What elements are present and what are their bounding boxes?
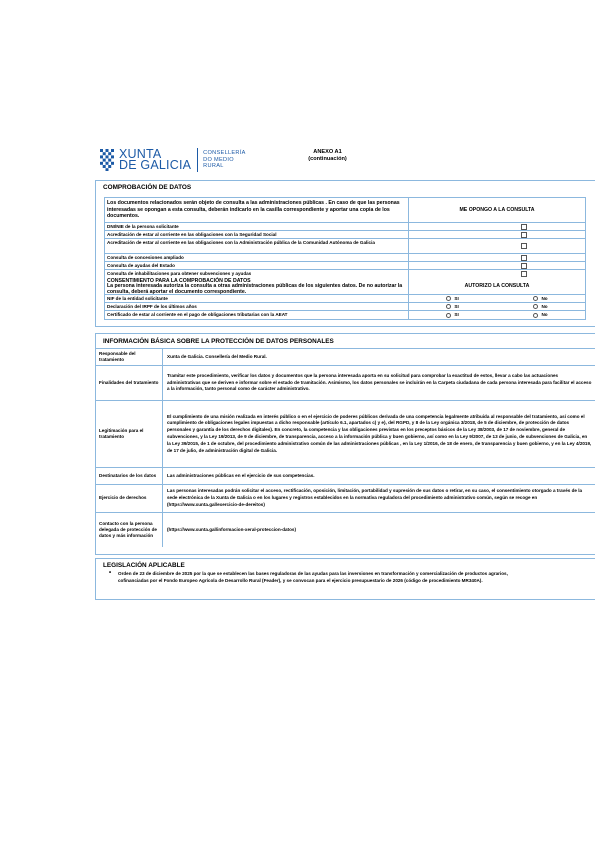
oppose-column-header: ME OPONGO A LA CONSULTA <box>459 206 535 213</box>
legislation-list <box>96 570 595 584</box>
oppose-row <box>105 270 585 278</box>
dept-line2: DO MEDIO <box>203 156 234 163</box>
logo-wordmark <box>119 149 191 171</box>
oppose-checkbox-cell <box>409 239 585 253</box>
no-label: No <box>541 312 548 318</box>
oppose-row <box>105 231 585 239</box>
authorize-choice-cell <box>409 311 585 319</box>
annex-title <box>280 149 375 163</box>
data-protection-title: INFORMACIÓN BÁSICA SOBRE LA PROTECCIÓN DE DATOS PERSONALES <box>103 338 334 345</box>
protection-row-text: El cumplimiento de una misión realizada en interés público o en el ejercicio de poderes públicos derivada de una competencia legalmente atribuida al responsable del tratamiento, así como el cumplimiento de obligaciones legales impuestas a dicho responsable (artículo 6.1, apartados c) y e), del RGPD, y 8 de la Ley orgánica 3/2018, de 5 de diciembre, de protección de datos personales y garantía de los derechos digitales). En concreto, la competencia y las obligaciones previstas en los preceptos básicos de la Ley 38/2003, de 17 de noviembre, general de subvenciones, y la Ley 19/2013, de 9 de diciembre, de transparencia, acceso a la información pública y buen gobierno, así como en la Ley 9/2007, de 13 de junio, de subvenciones de Galicia, en la Ley 39/2015, de 1 de octubre, del procedimiento administrativo común de las administraciones públicas , en la Ley 1/2016, de 18 de enero, de transparencia y buen gobierno, y en la Ley 4/2019, de 17 de julio, de administración digital de Galicia. <box>167 413 592 453</box>
data-verification-table <box>104 197 586 320</box>
annex-line2: (continuación) <box>308 156 347 162</box>
yes-option[interactable] <box>446 312 458 317</box>
yes-radio[interactable] <box>446 304 451 309</box>
oppose-checkbox[interactable] <box>521 255 527 261</box>
oppose-header-row <box>105 198 585 223</box>
no-radio[interactable] <box>533 304 538 309</box>
oppose-item-label: Acreditación de estar al corriente en las obligaciones con la Administración pública de la Comunidad Autónoma de Galicia <box>105 239 409 253</box>
data-protection-section <box>95 333 595 555</box>
protection-row-label: Legitimación para el tratamiento <box>96 401 163 467</box>
protection-row <box>96 467 595 484</box>
logo-line1: XUNTA <box>119 147 162 161</box>
protection-row <box>96 484 595 512</box>
protection-row-label: Destinatarios de los datos <box>96 468 163 484</box>
xunta-emblem-icon <box>100 149 114 171</box>
oppose-item-label: Consulta de inhabilitaciones para obtener subvenciones y ayudas <box>105 270 409 278</box>
legislation-title: LEGISLACIÓN APLICABLE <box>103 562 185 569</box>
protection-row <box>96 365 595 400</box>
yes-label: SI <box>454 303 459 309</box>
protection-row-text: Las personas interesadas podrán solicitar el acceso, rectificación, oposición, limitación, portabilidad y supresión de sus datos o retirar, en su caso, el consentimiento otorgado a través de la sede electrónica de la Xunta de Galicia o en los lugares y registros establecidos en la normativa reguladora del procedimiento administrativo común, según se recoge en (https://www.xunta.gal/exercicio-de-dereitos) <box>167 488 583 507</box>
oppose-checkbox-cell <box>409 270 585 278</box>
department-name <box>203 150 245 169</box>
yes-label: SI <box>454 295 459 301</box>
protection-row <box>96 512 595 547</box>
legislation-item: • Orden de 23 de diciembre de 2025 por la que se establecen las bases reguladoras de las ayudas para las inversiones en transformación y comercialización de productos agrarios, cofinanciadas por el Fondo Europeo Agrícola de Desarrollo Rural (Feader), y se convocan para el ejercicio presupuestario de 2026 (código de procedimiento MR340A). <box>118 570 595 584</box>
oppose-row <box>105 239 585 254</box>
authorize-item-label: NIF de la entidad solicitante <box>105 295 409 302</box>
authorize-row <box>105 303 585 311</box>
oppose-item-label: Consulta de concesiones ampliado <box>105 254 409 261</box>
authorize-column-header: AUTORIZO LA CONSULTA <box>464 282 530 289</box>
oppose-row <box>105 254 585 262</box>
yes-radio[interactable] <box>446 296 451 301</box>
protection-row-label: Finalidades del tratamiento <box>96 366 163 400</box>
no-label: No <box>541 295 548 301</box>
oppose-item-label: Acreditación de estar al corriente en las obligaciones con la Seguridad Social <box>105 231 409 238</box>
consent-header-row <box>105 278 585 295</box>
protection-row-label: Contacto con la persona delegada de protección de datos y más información <box>96 513 163 547</box>
oppose-checkbox-cell <box>409 231 585 238</box>
protection-row-text: Las administraciones públicas en el ejercicio de sus competencias. <box>167 472 315 478</box>
yes-option[interactable] <box>446 304 458 309</box>
oppose-item-label: DNI/NIE de la persona solicitante <box>105 223 409 230</box>
oppose-checkbox[interactable] <box>521 263 527 269</box>
logo-divider <box>197 148 198 172</box>
logo-line2: DE GALICIA <box>119 158 192 172</box>
protection-row-text: (https://www.xunta.gal/informacion-xeral-proteccion-datos) <box>167 526 296 532</box>
consent-text-cell <box>105 278 409 294</box>
oppose-intro-text: Los documentos relacionados serán objeto de consulta a las administraciones públicas . En caso de que las personas interesadas se opongan a esta consulta, deberán indicarlo en la casilla correspondiente y aportar una copia de los documentos. <box>105 198 409 222</box>
oppose-checkbox[interactable] <box>521 232 527 238</box>
protection-row-text: Xunta de Galicia. Consellería del Medio Rural. <box>167 353 267 359</box>
oppose-checkbox[interactable] <box>521 224 527 230</box>
annex-line1: ANEXO A1 <box>313 149 342 155</box>
consent-text: La persona interesada autoriza la consulta a otras administraciones públicas de los siguientes datos. De no autorizar la consulta, deberá aportar el documento correspondiente. <box>107 283 403 295</box>
protection-row-label: Ejercicio de derechos <box>96 485 163 512</box>
protection-row-label: Responsable del tratamiento <box>96 349 163 365</box>
legislation-section <box>95 558 595 600</box>
protection-row <box>96 400 595 467</box>
no-radio[interactable] <box>533 313 538 318</box>
yes-option[interactable] <box>446 296 458 301</box>
authorize-row <box>105 295 585 303</box>
protection-row-text: Tramitar este procedimiento, verificar los datos y documentos que la persona interesada aporta en su solicitud para comprobar la exactitud de estos, llevar a cabo las actuaciones administrativas que se deriven e informar sobre el estado de tramitación. Asimismo, los datos personales se incluirán en la Carpeta ciudadana de cada persona interesada para facilitar el acceso a la información, tanto personal como de carácter administrativo. <box>167 372 592 392</box>
authorize-item-label: Declaración del IRPF de los últimos años <box>105 303 409 310</box>
no-option[interactable] <box>533 304 547 309</box>
oppose-rows <box>105 223 585 278</box>
authorize-item-label: Certificado de estar al corriente en el pago de obligaciones tributarias con la AEAT <box>105 311 409 319</box>
oppose-checkbox[interactable] <box>521 243 527 249</box>
consent-title: CONSENTIMIENTO PARA LA COMPROBACIÓN DE DATOS <box>107 278 251 284</box>
oppose-item-label: Consulta de ayudas del Estado <box>105 262 409 269</box>
no-option[interactable] <box>533 312 547 317</box>
data-verification-section <box>95 180 595 327</box>
yes-label: SI <box>454 312 459 318</box>
oppose-checkbox-cell <box>409 254 585 261</box>
oppose-checkbox-cell <box>409 262 585 269</box>
xunta-logo <box>100 147 246 173</box>
authorize-rows <box>105 295 585 319</box>
no-option[interactable] <box>533 296 547 301</box>
dept-line3: RURAL <box>203 163 224 170</box>
no-label: No <box>541 303 548 309</box>
authorize-choice-cell <box>409 295 585 302</box>
no-radio[interactable] <box>533 296 538 301</box>
protection-row <box>96 348 595 365</box>
authorize-row <box>105 311 585 319</box>
oppose-row <box>105 223 585 231</box>
yes-radio[interactable] <box>446 313 451 318</box>
data-protection-table <box>96 348 595 547</box>
oppose-row <box>105 262 585 270</box>
oppose-checkbox-cell <box>409 223 585 230</box>
authorize-choice-cell <box>409 303 585 310</box>
data-verification-title: COMPROBACIÓN DE DATOS <box>103 184 192 191</box>
oppose-checkbox[interactable] <box>521 271 527 277</box>
dept-line1: CONSELLERÍA <box>203 150 246 157</box>
